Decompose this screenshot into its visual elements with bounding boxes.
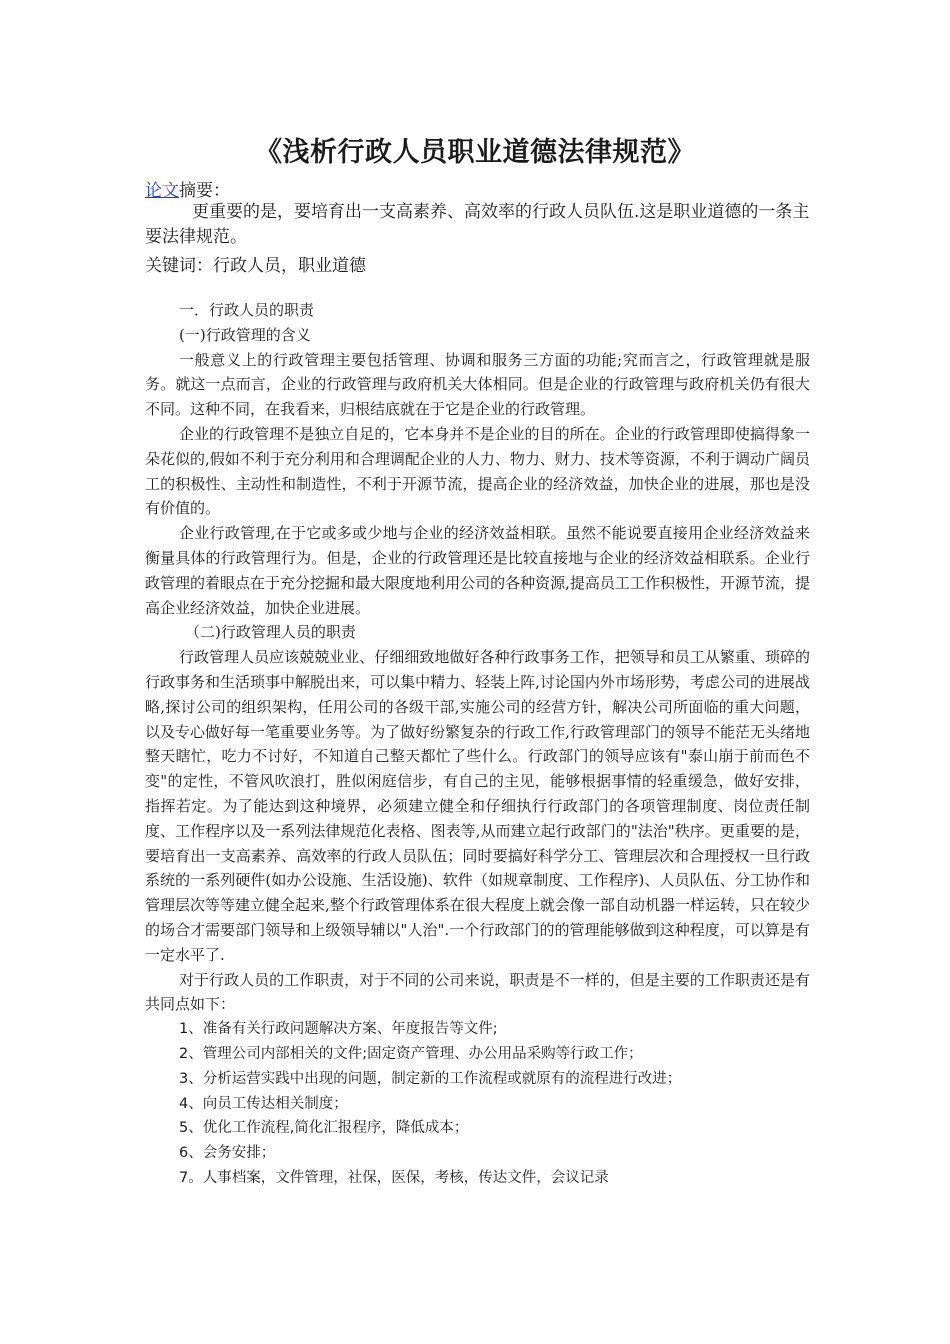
paragraph: 对于行政人员的工作职责，对于不同的公司来说，职责是不一样的，但是主要的工作职责还是有共同点如下： [145, 970, 810, 1014]
paragraph: 行政管理人员应该兢兢业业、仔细细致地做好各种行政事务工作，把领导和员工从繁重、琐碎的行政事务和生活琐事中解脱出来，可以集中精力、轻装上阵,讨论国内外市场形势，考虑公司的进展战略,探讨公司的组织架构，任用公司的各级干部,实施公司的经营方针，解决公司所面临的重大问题，以及专心做好每一笔重要业务等。为了做好纷繁复杂的行政工作,行政管理部门的领导不能茫无头绪地整天瞎忙，吃力不讨好，不知道自己整天都忙了些什么。行政部门的领导应该有"泰山崩于前而色不变"的定性，不管风吹浪打，胜似闲庭信步，有自己的主见，能够根据事情的轻重缓急，做好安排，指挥若定。为了能达到这种境界，必须建立健全和仔细执行行政部门的各项管理制度、岗位责任制度、工作程序以及一系列法律规范化表格、图表等,从而建立起行政部门的"法治"秩序。更重要的是，要培育出一支高素养、高效率的行政人员队伍；同时要搞好科学分工、管理层次和合理授权一旦行政系统的一系列硬件(如办公设施、生活设施)、软件（如规章制度、工作程序)、人员队伍、分工协作和管理层次等等建立健全起来,整个行政管理体系在很大程度上就会像一部自动机器一样运转，只在较少的场合才需要部门领导和上级领导辅以"人治".一个行政部门的的管理能够做到这种程度，可以算是有一定水平了. [145, 648, 810, 964]
duty-item: 2、管理公司内部相关的文件;固定资产管理、办公用品采购等行政工作； [179, 1045, 643, 1062]
keywords-line [145, 251, 366, 276]
duty-item: 3、分析运营实践中出现的问题，制定新的工作流程或就原有的流程进行改进； [179, 1070, 682, 1087]
thesis-link[interactable]: 论文 [145, 181, 179, 201]
keywords-label: 关键词： [145, 256, 213, 276]
paragraph: 企业的行政管理不是独立自足的，它本身并不是企业的目的所在。企业的行政管理即使搞得象一朵花似的,假如不利于充分利用和合理调配企业的人力、物力、财力、技术等资源，不利于调动广阔员工的积极性、主动性和制造性，不利于开源节流，提高企业的经济效益，加快企业的进展，那也是没有价值的。 [145, 424, 810, 518]
duty-item: 5、优化工作流程,简化汇报程序，降低成本； [179, 1120, 469, 1137]
keywords-text: 行政人员，职业道德 [213, 256, 366, 276]
document-title: 《浅析行政人员职业道德法律规范》 [255, 137, 695, 168]
duty-item: 1、准备有关行政问题解决方案、年度报告等文件; [179, 1021, 498, 1038]
subsection-heading: (一)行政管理的含义 [179, 325, 311, 344]
abstract-label [145, 176, 230, 201]
body-text [145, 298, 810, 1191]
duty-item: 6、会务安排； [179, 1145, 276, 1162]
abstract-text: 更重要的是，要培育出一支高素养、高效率的行政人员队伍.这是职业道德的一条主要法律规范。 [145, 202, 810, 247]
paragraph: 企业行政管理,在于它或多或少地与企业的经济效益相联。虽然不能说要直接用企业经济效益来衡量具体的行政管理行为。但是，企业的行政管理还是比较直接地与企业的经济效益相联系。企业行政管理的着眼点在于充分挖掘和最大限度地利用公司的各种资源,提高员工工作积极性，开源节流，提高企业经济效益，加快企业进展。 [145, 524, 810, 617]
duty-item: 4、向员工传达相关制度； [179, 1095, 348, 1112]
section-heading: 一．行政人员的职责 [179, 301, 315, 319]
paragraph: 一般意义上的行政管理主要包括管理、协调和服务三方面的功能;究而言之，行政管理就是服务。就这一点而言，企业的行政管理与政府机关大体相同。但是企业的行政管理与政府机关仍有很大不同。这种不同，在我看来，归根结底就在于它是企业的行政管理。 [145, 350, 810, 419]
duty-item: 7。人事档案，文件管理，社保，医保，考核，传达文件，会议记录 [179, 1169, 609, 1186]
subsection-heading: （二)行政管理人员的职责 [185, 623, 356, 642]
abstract-label-text: 摘要： [179, 181, 230, 201]
